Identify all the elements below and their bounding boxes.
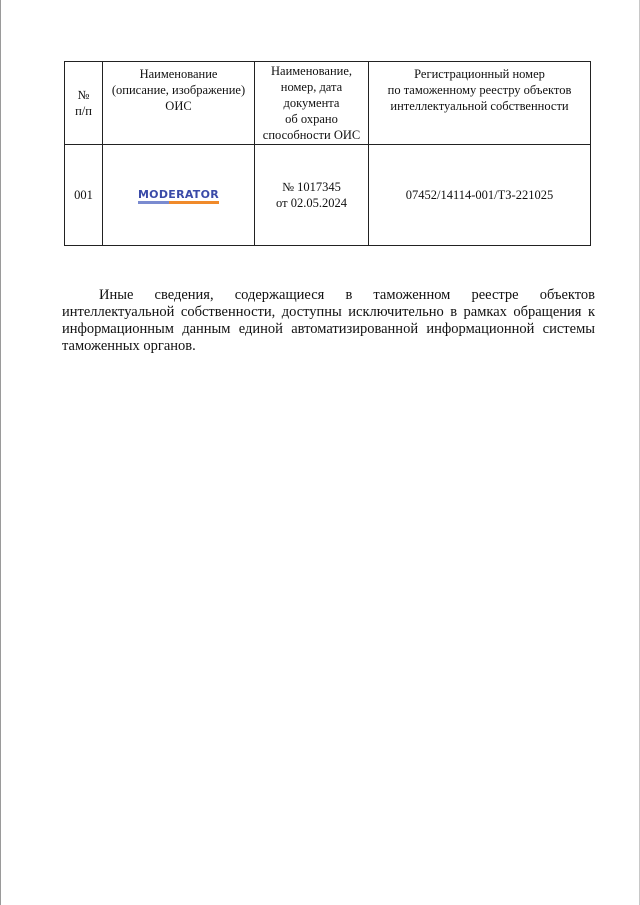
header-registration-line: интеллектуальной собственности <box>390 99 569 113</box>
header-document-line: номер, дата <box>280 80 343 94</box>
row-document-cell <box>255 145 369 246</box>
table-row <box>65 145 591 246</box>
table-header-row <box>65 62 591 145</box>
row-number-cell <box>65 145 103 246</box>
header-registration-line: по таможенному реестру объектов <box>387 83 572 97</box>
moderator-logo <box>138 189 219 204</box>
header-ois-name-line: Наименование <box>139 67 218 81</box>
header-registration-number <box>369 62 591 145</box>
info-paragraph: Иные сведения, содержащиеся в таможенном реестре объектов интеллектуальной собственности, доступны исключительно в рамках обращения к информационным данным единой автоматизированной информационной системы таможенных органов. <box>62 287 595 354</box>
row-number: 001 <box>74 188 93 202</box>
row-registration-cell <box>369 145 591 246</box>
header-number-line: п/п <box>75 104 92 118</box>
logo-underline <box>138 201 219 204</box>
logo-wordmark: MODERATOR <box>137 188 220 201</box>
header-document-line: об охрано <box>285 112 338 126</box>
header-document-line: способности ОИС <box>262 128 361 142</box>
document-number: № 1017345 <box>282 180 341 194</box>
ois-table <box>64 61 591 246</box>
header-ois-name <box>103 62 255 145</box>
header-ois-name-line: (описание, изображение) <box>111 83 246 97</box>
header-ois-name-line: ОИС <box>165 99 192 113</box>
header-number <box>65 62 103 145</box>
row-logo-cell <box>103 145 255 246</box>
page-left-edge <box>0 0 1 905</box>
document-date: от 02.05.2024 <box>276 196 347 210</box>
header-number-line: № <box>77 88 90 102</box>
header-registration-line: Регистрационный номер <box>414 67 545 81</box>
registration-number: 07452/14114-001/ТЗ-221025 <box>405 188 554 202</box>
header-document-line: документа <box>283 96 340 110</box>
header-document <box>255 62 369 145</box>
header-document-line: Наименование, <box>271 64 352 78</box>
